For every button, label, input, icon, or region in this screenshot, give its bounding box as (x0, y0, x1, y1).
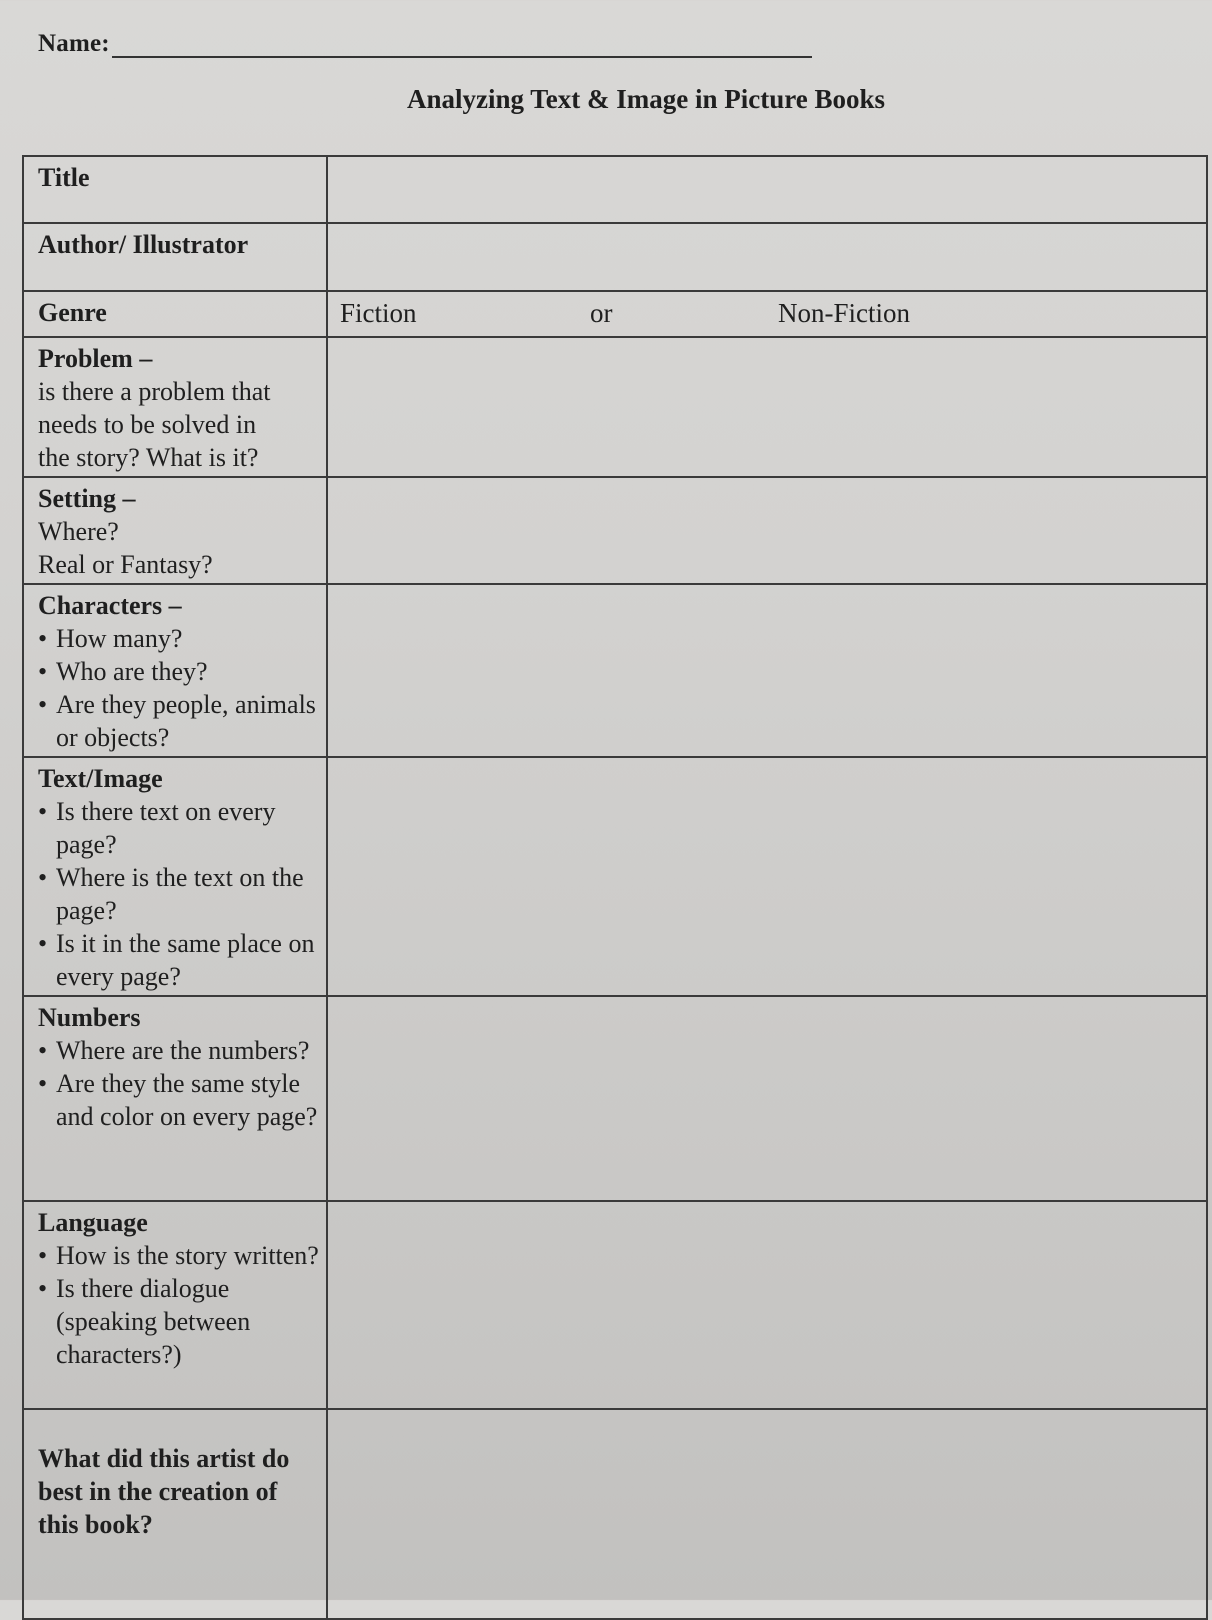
row-heading-artist-best: What did this artist do best in the creation of this book? (23, 1409, 327, 1619)
setting-line: Real or Fantasy? (38, 550, 213, 579)
row-heading-characters (23, 584, 327, 757)
table-row (23, 757, 1207, 996)
table-row (23, 291, 1207, 337)
genre-option-non-fiction[interactable]: Non-Fiction (778, 298, 910, 328)
answer-cell-title[interactable] (327, 156, 1207, 223)
characters-bullets (38, 622, 320, 754)
row-heading-numbers (23, 996, 327, 1201)
list-item: • Is there text on every page? (38, 795, 320, 861)
list-item: • Where are the numbers? (38, 1034, 320, 1067)
numbers-heading: Numbers (38, 1003, 141, 1032)
list-item: • Where is the text on the page? (38, 861, 320, 927)
row-heading-genre: Genre (23, 291, 327, 337)
numbers-bullets (38, 1034, 320, 1133)
row-heading-text-image (23, 757, 327, 996)
answer-cell-problem[interactable] (327, 337, 1207, 477)
table-row (23, 223, 1207, 291)
problem-line: the story? What is it? (38, 443, 259, 472)
answer-cell-numbers[interactable] (327, 996, 1207, 1201)
list-item: • Is it in the same place on every page? (38, 927, 320, 993)
row-heading-author: Author/ Illustrator (23, 223, 327, 291)
answer-cell-setting[interactable] (327, 477, 1207, 584)
name-blank-line[interactable] (112, 34, 812, 58)
answer-cell-characters[interactable] (327, 584, 1207, 757)
genre-option-fiction[interactable]: Fiction (340, 298, 417, 328)
list-item: • How is the story written? (38, 1239, 320, 1272)
worksheet-title: Analyzing Text & Image in Picture Books (406, 84, 886, 114)
problem-heading: Problem – (38, 344, 153, 373)
problem-line: is there a problem that (38, 377, 271, 406)
table-row (23, 477, 1207, 584)
name-label: Name: (38, 30, 110, 57)
answer-cell-genre (327, 291, 1207, 337)
text-image-heading: Text/Image (38, 764, 163, 793)
list-item: • Is there dialogue (speaking between characters?) (38, 1272, 320, 1371)
genre-option-or: or (590, 298, 613, 328)
table-row (23, 996, 1207, 1201)
answer-cell-language[interactable] (327, 1201, 1207, 1409)
language-heading: Language (38, 1208, 148, 1237)
setting-line: Where? (38, 517, 119, 546)
row-heading-title: Title (23, 156, 327, 223)
answer-cell-artist-best[interactable] (327, 1409, 1207, 1619)
problem-line: needs to be solved in (38, 410, 257, 439)
table-row (23, 584, 1207, 757)
list-item: • How many? (38, 622, 320, 655)
list-item: • Are they people, animals or objects? (38, 688, 320, 754)
answer-cell-text-image[interactable] (327, 757, 1207, 996)
analysis-table (22, 155, 1208, 1620)
setting-heading: Setting – (38, 484, 136, 513)
row-heading-language (23, 1201, 327, 1409)
answer-cell-author[interactable] (327, 223, 1207, 291)
list-item: • Are they the same style and color on every page? (38, 1067, 320, 1133)
text-image-bullets (38, 795, 320, 993)
table-row (23, 337, 1207, 477)
language-bullets (38, 1239, 320, 1371)
table-row (23, 156, 1207, 223)
list-item: • Who are they? (38, 655, 320, 688)
characters-heading: Characters – (38, 591, 182, 620)
row-heading-setting (23, 477, 327, 584)
table-row (23, 1201, 1207, 1409)
name-row (38, 30, 812, 58)
row-heading-problem (23, 337, 327, 477)
table-row (23, 1409, 1207, 1619)
